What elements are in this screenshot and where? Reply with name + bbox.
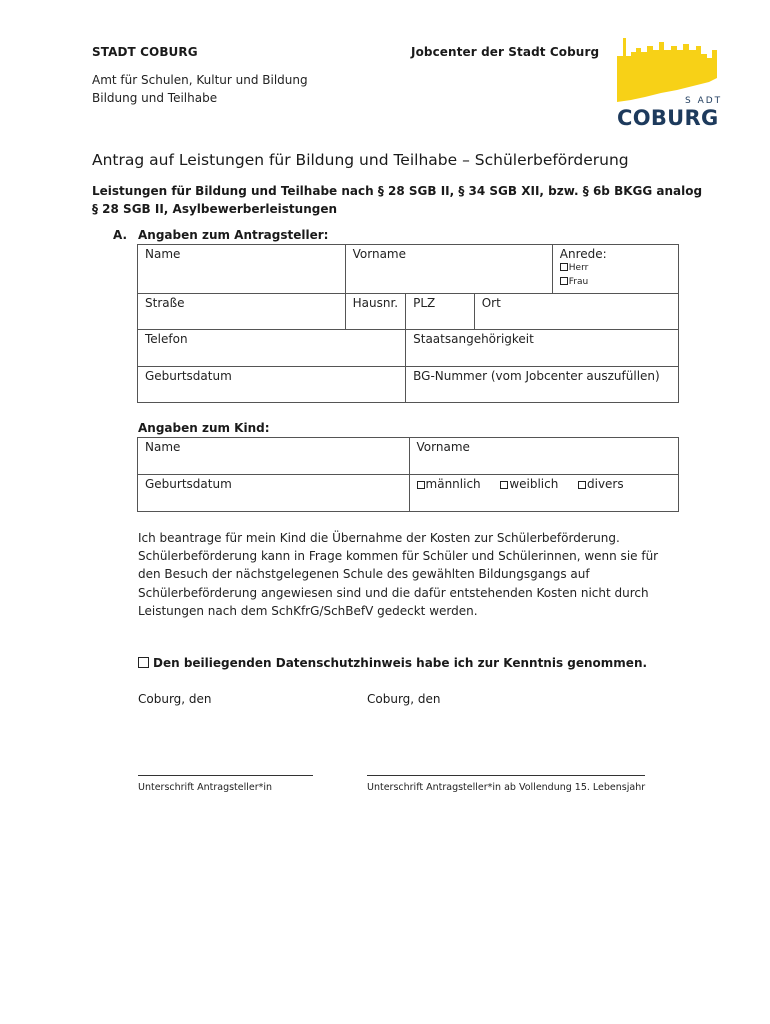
paragraph-line-5: Leistungen nach dem SchKfrG/SchBefV gedeckt werden.: [138, 603, 478, 618]
child-table: [137, 437, 679, 512]
applicant-name-label: Name: [145, 247, 181, 261]
ort-label: Ort: [481, 296, 501, 310]
signature-line-right[interactable]: [367, 775, 645, 776]
signature-label-right: Unterschrift Antragsteller*in ab Vollendung 15. Lebensjahr: [367, 782, 646, 793]
bg-nummer-label: BG-Nummer (vom Jobcenter auszufüllen): [413, 369, 660, 383]
weiblich-label: weiblich: [509, 477, 559, 491]
frau-label: Frau: [568, 277, 589, 287]
signature-label-left: Unterschrift Antragsteller*in: [138, 782, 273, 793]
applicant-vorname-label: Vorname: [352, 247, 406, 261]
hausnr-label: Hausnr.: [352, 296, 399, 310]
ort-field[interactable]: [474, 294, 678, 330]
weiblich-checkbox[interactable]: [500, 481, 508, 489]
anrede-label: Anrede:: [559, 247, 607, 261]
paragraph-line-4: Schülerbeförderung angewiesen sind und die dafür entstehenden Kosten nicht durch: [138, 585, 649, 600]
child-name-field[interactable]: [138, 438, 410, 475]
datenschutz-checkbox[interactable]: [138, 657, 149, 668]
paragraph-line-3: den Besuch der nächstgelegenen Schule des gewählten Bildungsgangs auf: [138, 567, 590, 582]
anrede-cell: [552, 245, 678, 294]
bg-nummer-field[interactable]: [406, 367, 679, 403]
lead-line-1: Leistungen für Bildung und Teilhabe nach § 28 SGB II, § 34 SGB XII, bzw. § 6b BKGG analog: [92, 184, 703, 198]
datenschutz-row[interactable]: [138, 656, 647, 670]
coburg-logo: [601, 20, 736, 140]
applicant-vorname-field[interactable]: [345, 245, 552, 294]
telefon-field[interactable]: [138, 330, 406, 367]
frau-checkbox[interactable]: [560, 277, 568, 285]
maennlich-option[interactable]: [417, 477, 481, 491]
applicant-name-field[interactable]: [138, 245, 346, 294]
paragraph-line-1: Ich beantrage für mein Kind die Übernahme der Kosten zur Schülerbeförderung.: [138, 531, 620, 545]
datenschutz-label: Den beiliegenden Datenschutzhinweis habe ich zur Kenntnis genommen.: [153, 656, 648, 670]
frau-option[interactable]: [560, 275, 671, 289]
strasse-label: Straße: [145, 296, 185, 310]
plz-label: PLZ: [413, 296, 436, 310]
department-line-2: Bildung und Teilhabe: [92, 91, 218, 105]
child-vorname-label: Vorname: [416, 440, 470, 454]
hausnr-field[interactable]: [345, 294, 406, 330]
child-section-heading: Angaben zum Kind:: [138, 421, 270, 435]
maennlich-checkbox[interactable]: [417, 481, 425, 489]
explanation-paragraph: [138, 529, 658, 620]
child-geburtsdatum-label: Geburtsdatum: [145, 477, 232, 491]
child-gender-cell: [409, 475, 678, 512]
signature-line-left[interactable]: [138, 775, 313, 776]
divers-label: divers: [587, 477, 624, 491]
applicant-geburtsdatum-label: Geburtsdatum: [145, 369, 232, 383]
telefon-label: Telefon: [145, 332, 188, 346]
strasse-field[interactable]: [138, 294, 346, 330]
section-a-heading: Angaben zum Antragsteller:: [138, 228, 329, 242]
lead-line-2: § 28 SGB II, Asylbewerberleistungen: [92, 202, 338, 216]
maennlich-label: männlich: [425, 477, 481, 491]
divers-checkbox[interactable]: [578, 481, 586, 489]
weiblich-option[interactable]: [500, 477, 558, 491]
org-name: STADT COBURG: [92, 45, 198, 59]
plz-field[interactable]: [406, 294, 475, 330]
staatsangehoerigkeit-label: Staatsangehörigkeit: [413, 332, 534, 346]
child-geburtsdatum-field[interactable]: [138, 475, 410, 512]
herr-label: Herr: [568, 263, 589, 273]
herr-checkbox[interactable]: [560, 263, 568, 271]
department-line-1: Amt für Schulen, Kultur und Bildung: [92, 73, 308, 87]
applicant-table: [137, 244, 679, 403]
divers-option[interactable]: [578, 477, 624, 491]
place-date-right: Coburg, den: [367, 692, 441, 706]
place-date-left: Coburg, den: [138, 692, 212, 706]
staatsangehoerigkeit-field[interactable]: [406, 330, 679, 367]
child-name-label: Name: [145, 440, 181, 454]
herr-option[interactable]: [560, 261, 671, 275]
applicant-geburtsdatum-field[interactable]: [138, 367, 406, 403]
child-vorname-field[interactable]: [409, 438, 678, 475]
agency-name: Jobcenter der Stadt Coburg: [411, 45, 600, 59]
section-a-marker: A.: [113, 228, 128, 242]
form-title: Antrag auf Leistungen für Bildung und Teilhabe – Schülerbeförderung: [92, 151, 629, 169]
logo-coburg-text: COBURG: [617, 106, 719, 130]
paragraph-line-2: Schülerbeförderung kann in Frage kommen für Schüler und Schülerinnen, wenn sie für: [138, 549, 659, 564]
logo-stadt-text: S ADT: [685, 96, 723, 106]
